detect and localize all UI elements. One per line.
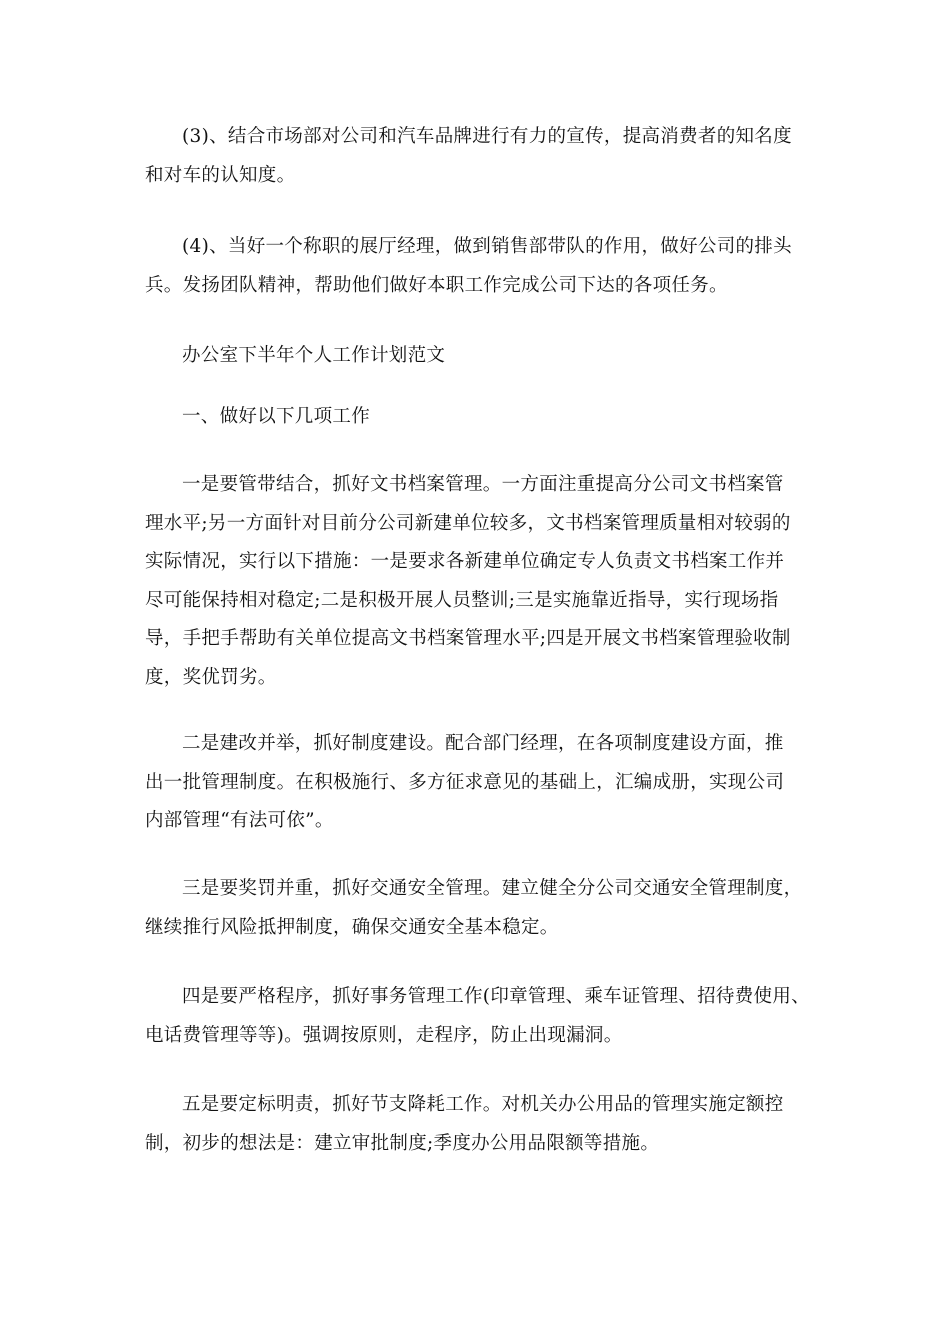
- text-line: 二是建改并举，抓好制度建设。配合部门经理，在各项制度建设方面，推: [182, 733, 784, 754]
- text-line: 一、做好以下几项工作: [182, 406, 371, 427]
- paragraph-item-4: [145, 978, 815, 1055]
- text-line: 一是要管带结合，抓好文书档案管理。一方面注重提高分公司文书档案管: [182, 474, 784, 495]
- text-line: 三是要奖罚并重，抓好交通安全管理。建立健全分公司交通安全管理制度，: [182, 878, 803, 899]
- text-line: 五是要定标明责，抓好节支降耗工作。对机关办公用品的管理实施定额控: [182, 1094, 784, 1115]
- text-line: 和对车的认知度。: [145, 164, 296, 186]
- text-line: 办公室下半年个人工作计划范文: [182, 345, 446, 366]
- paragraph-item-1: [145, 466, 815, 697]
- section-heading: [145, 398, 815, 437]
- text-line: 兵。发扬团队精神，帮助他们做好本职工作完成公司下达的各项任务。: [145, 274, 728, 296]
- paragraph-1: [145, 118, 815, 195]
- text-line: 制，初步的想法是：建立审批制度;季度办公用品限额等措施。: [145, 1132, 660, 1154]
- paragraph-item-3: [145, 870, 815, 947]
- text-line: 尽可能保持相对稳定;二是积极开展人员整训;三是实施靠近指导，实行现场指: [145, 589, 779, 611]
- text-line: 电话费管理等等)。强调按原则，走程序，防止出现漏洞。: [145, 1024, 623, 1046]
- paragraph-item-5: [145, 1086, 815, 1163]
- text-line: 出一批管理制度。在积极施行、多方征求意见的基础上，汇编成册，实现公司: [145, 771, 785, 793]
- text-line: 继续推行风险抵押制度，确保交通安全基本稳定。: [145, 916, 559, 938]
- text-line: 内部管理“有法可依”。: [145, 810, 334, 831]
- text-line: 理水平;另一方面针对目前分公司新建单位较多，文书档案管理质量相对较弱的: [145, 512, 791, 534]
- text-line: (4)、当好一个称职的展厅经理，做到销售部带队的作用，做好公司的排头: [182, 236, 792, 257]
- text-line: 实际情况，实行以下措施：一是要求各新建单位确定专人负责文书档案工作并: [145, 551, 785, 572]
- text-line: (3)、结合市场部对公司和汽车品牌进行有力的宣传，提高消费者的知名度: [182, 126, 792, 147]
- text-line: 四是要严格程序，抓好事务管理工作(印章管理、乘车证管理、招待费使用、: [182, 986, 810, 1007]
- text-line: 度，奖优罚劣。: [145, 666, 277, 688]
- section-title: [145, 337, 815, 376]
- paragraph-2: [145, 228, 815, 305]
- paragraph-item-2: [145, 725, 815, 841]
- text-line: 导，手把手帮助有关单位提高文书档案管理水平;四是开展文书档案管理验收制: [145, 628, 791, 649]
